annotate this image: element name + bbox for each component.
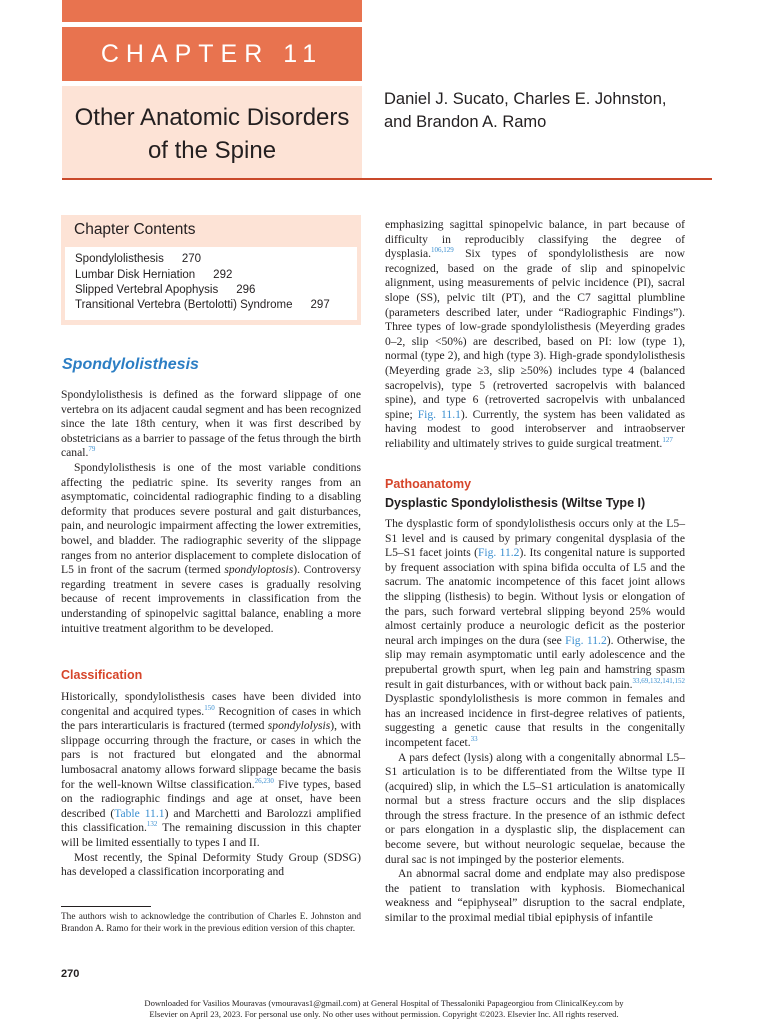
paragraph: Most recently, the Spinal Deformity Study Group (SDSG) has developed a classification incorporating and	[61, 850, 361, 879]
citation[interactable]: 79	[88, 445, 96, 454]
text-run: Spondylolisthesis is defined as the forward slippage of one vertebra on its adjacent caudal segment and has been recognized since the late 18th century, when it was first described by obstetricians as a barrier to passage of the fetus through the birth canal.	[61, 388, 361, 460]
paragraph: An abnormal sacral dome and endplate may also predispose the patient to translation with kyphosis. Biomechanical weakness and “epiphyseal” disruption to the sacral endplate, similar to the proximal medial tibial epiphysis of infantile	[385, 867, 685, 925]
text-run: ), with slippage occurring through the fracture, or cases in which the pars is not fractured but elongated and the abnormal lumbosacral anatomy allows forward slippage became the basis for the well-known Wiltse classification.	[61, 719, 361, 791]
citation[interactable]: 106,129	[431, 246, 454, 255]
text-run: ). Currently, the system has been validated as having modest to good interobserver and intraobserver reliability and ultimately strives to guide surgical treatment.	[385, 407, 685, 450]
download-notice-line1: Downloaded for Vasilios Mouravas (vmouravas1@gmail.com) at General Hospital of Thessaloniki Papageorgiou from ClinicalKey.com by	[144, 998, 624, 1008]
table-link[interactable]: Table 11.1	[114, 806, 165, 820]
text-run: Spondylolisthesis is one of the most variable conditions affecting the pediatric spine. Its severity ranges from an asymptomatic, coincidental radiographic finding to a disabling deformity that produces severe postural and gait disturbances, pain, and neurologic impairment affecting the lower extremities, bowel, and bladder. The radiographic severity of the slippage ranges from no anterior displacement to complete dislocation of L5 in front of the sacrum (termed	[61, 460, 361, 577]
paragraph	[61, 461, 361, 636]
text-run: Five types, based on the radiographic findings and age at onset, have been described (	[61, 777, 361, 820]
right-column-pathoanatomy	[385, 517, 685, 926]
text-run: ). Its congenital nature is supported by frequent association with spina bifida occulta of L5 and the sacrum. The anatomic incompetence of this facet joint allows the slipping (listhesis) to begin. Without lysis or elongation of the pars, such forward vertebral slipping beyond 25% would almost certainly produce a neurologic deficit as the posterior neural arch impinges on the dura (see	[385, 546, 685, 647]
chapter-top-band	[62, 0, 362, 22]
paragraph	[61, 388, 361, 461]
right-column-top	[385, 218, 685, 452]
toc-item-page: 297	[310, 299, 330, 311]
citation[interactable]: 33	[470, 735, 478, 744]
toc-item-page: 270	[181, 253, 202, 265]
toc-item-transitional-vertebra[interactable]	[75, 299, 330, 311]
citation[interactable]: 127	[662, 436, 673, 445]
chapter-contents-box	[61, 215, 361, 325]
text-run: Dysplastic spondylolisthesis is more common in females and has an increased incidence in first-degree relatives of patients, suggesting a genetic cause that results in the congenitally incompetent facet.	[385, 692, 685, 749]
text-run: ). Controversy regarding treatment in severe cases is gradually resolving because of recent improvements in classification from the understanding of spinopelvic sagittal balance, enabling a more intuitive treatment algorithm to be developed.	[61, 563, 361, 635]
download-notice-line2: Elsevier on April 23, 2023. For personal use only. No other uses without permission. Copyright ©2023. Elsevier Inc. All rights reserved.	[149, 1008, 619, 1019]
paragraph	[385, 218, 685, 452]
chapter-band	[62, 27, 362, 81]
left-column-intro	[61, 388, 361, 636]
chapter-authors	[384, 88, 704, 134]
download-notice	[0, 998, 768, 1019]
page-number: 270	[61, 968, 80, 980]
toc-item-page: 292	[213, 269, 233, 281]
citation[interactable]: 132	[146, 820, 158, 829]
italic-term: spondyloptosis	[224, 563, 294, 577]
toc-item-slipped-vertebral-apophysis[interactable]	[75, 284, 255, 296]
chapter-title-line1: Other Anatomic Disorders	[74, 104, 350, 131]
section-title: Spondylolisthesis	[62, 356, 199, 373]
authors-line2: and Brandon A. Ramo	[384, 113, 547, 131]
toc-item-label: Slipped Vertebral Apophysis	[75, 284, 219, 296]
chapter-title	[62, 101, 362, 167]
paragraph: A pars defect (lysis) along with a congenitally abnormal L5–S1 articulation is to be differentiated from the Wiltse type II (acquired) slip, in which the L5–S1 articulation is anatomically normal but a stress fracture occurs and the slip displaces through the stress fracture. In the presence of an isthmic defect or pars elongation in a dysplastic slip, the displacement can become severe, but without neurologic sequelae, because the dural sac is not impinged by the posterior elements.	[385, 750, 685, 866]
italic-term: spondylolysis	[267, 719, 331, 733]
text-run: Recognition of cases in which the pars interarticularis is fractured (termed	[61, 704, 361, 733]
toc-item-label: Lumbar Disk Herniation	[75, 269, 196, 281]
citation[interactable]: 33,69,132,141,152	[632, 676, 685, 685]
chapter-title-band	[62, 86, 362, 178]
text-run: emphasizing sagittal spinopelvic balance, in part because of difficulty in reproducibly classifying the degree of dysplasia.	[385, 218, 685, 261]
citation[interactable]: 150	[204, 703, 215, 712]
toc-item-page: 296	[236, 284, 256, 296]
paragraph	[385, 517, 685, 751]
chapter-title-line2: of the Spine	[147, 137, 277, 164]
toc-item-label: Transitional Vertebra (Bertolotti) Syndrome	[75, 299, 293, 311]
citation[interactable]: 26,230	[254, 776, 274, 785]
chapter-contents-title: Chapter Contents	[74, 221, 196, 238]
text-run: Historically, spondylolisthesis cases have been divided into congenital and acquired types.	[61, 690, 361, 718]
toc-item-label: Spondylolisthesis	[75, 253, 164, 265]
toc-item-spondylolisthesis[interactable]	[75, 253, 201, 265]
paragraph	[61, 690, 361, 851]
pathoanatomy-heading: Pathoanatomy	[385, 477, 472, 491]
authors-line1: Daniel J. Sucato, Charles E. Johnston,	[384, 90, 667, 108]
dysplastic-subheading: Dysplastic Spondylolisthesis (Wiltse Type I)	[385, 496, 646, 510]
figure-link[interactable]: Fig. 11.2	[565, 633, 607, 647]
figure-link[interactable]: Fig. 11.2	[477, 546, 520, 560]
footnote: The authors wish to acknowledge the contribution of Charles E. Johnston and Brandon A. Ramo for their work in the previous edition version of this chapter.	[61, 912, 361, 934]
text-run: The remaining discussion in this chapter will be limited essentially to types I and II.	[61, 821, 362, 849]
left-column-classification	[61, 690, 361, 880]
footnote-rule	[61, 906, 151, 907]
toc-item-lumbar-disk-herniation[interactable]	[75, 269, 232, 281]
text-run: ). Otherwise, the slip may remain asymptomatic until early adolescence and the prepubertal growth spurt, when leg pain and hamstring spasm result in gait disturbances, with or without back pain.	[385, 633, 685, 691]
header-rule	[62, 178, 712, 180]
text-run: ) and Marchetti and Barolozzi amplified this classification.	[61, 806, 362, 835]
chapter-contents-list	[65, 247, 357, 320]
text-run: The dysplastic form of spondylolisthesis occurs only at the L5–S1 level and is caused by primary congenital dysplasia of the L5–S1 facet joints (	[385, 517, 685, 560]
text-run: Six types of spondylolisthesis are now recognized, based on the grade of slip and spinopelvic alignment, using measurements of pelvic incidence (PI), sacral slope (SS), pelvic tilt (PT), and the C7 sagittal plumbline (parameters described later, under “Radiographic Findings”). Three types of low-grade spondylolisthesis (Meyerding grades 0–2, slip <50%) are described, based on PI: low (type 1), normal (type 2), and high (type 3). High-grade spondylolisthesis (Meyerding grade ≥3, slip ≥50%) includes type 4 (balanced sacropelvis), type 5 (retroverted sacropelvis with balanced spine), and type 6 (retroverted sacropelvis with unbalanced spine;	[385, 247, 685, 421]
classification-heading: Classification	[61, 668, 143, 682]
figure-link[interactable]: Fig. 11.1	[417, 407, 461, 421]
chapter-label: CHAPTER 11	[100, 39, 324, 68]
